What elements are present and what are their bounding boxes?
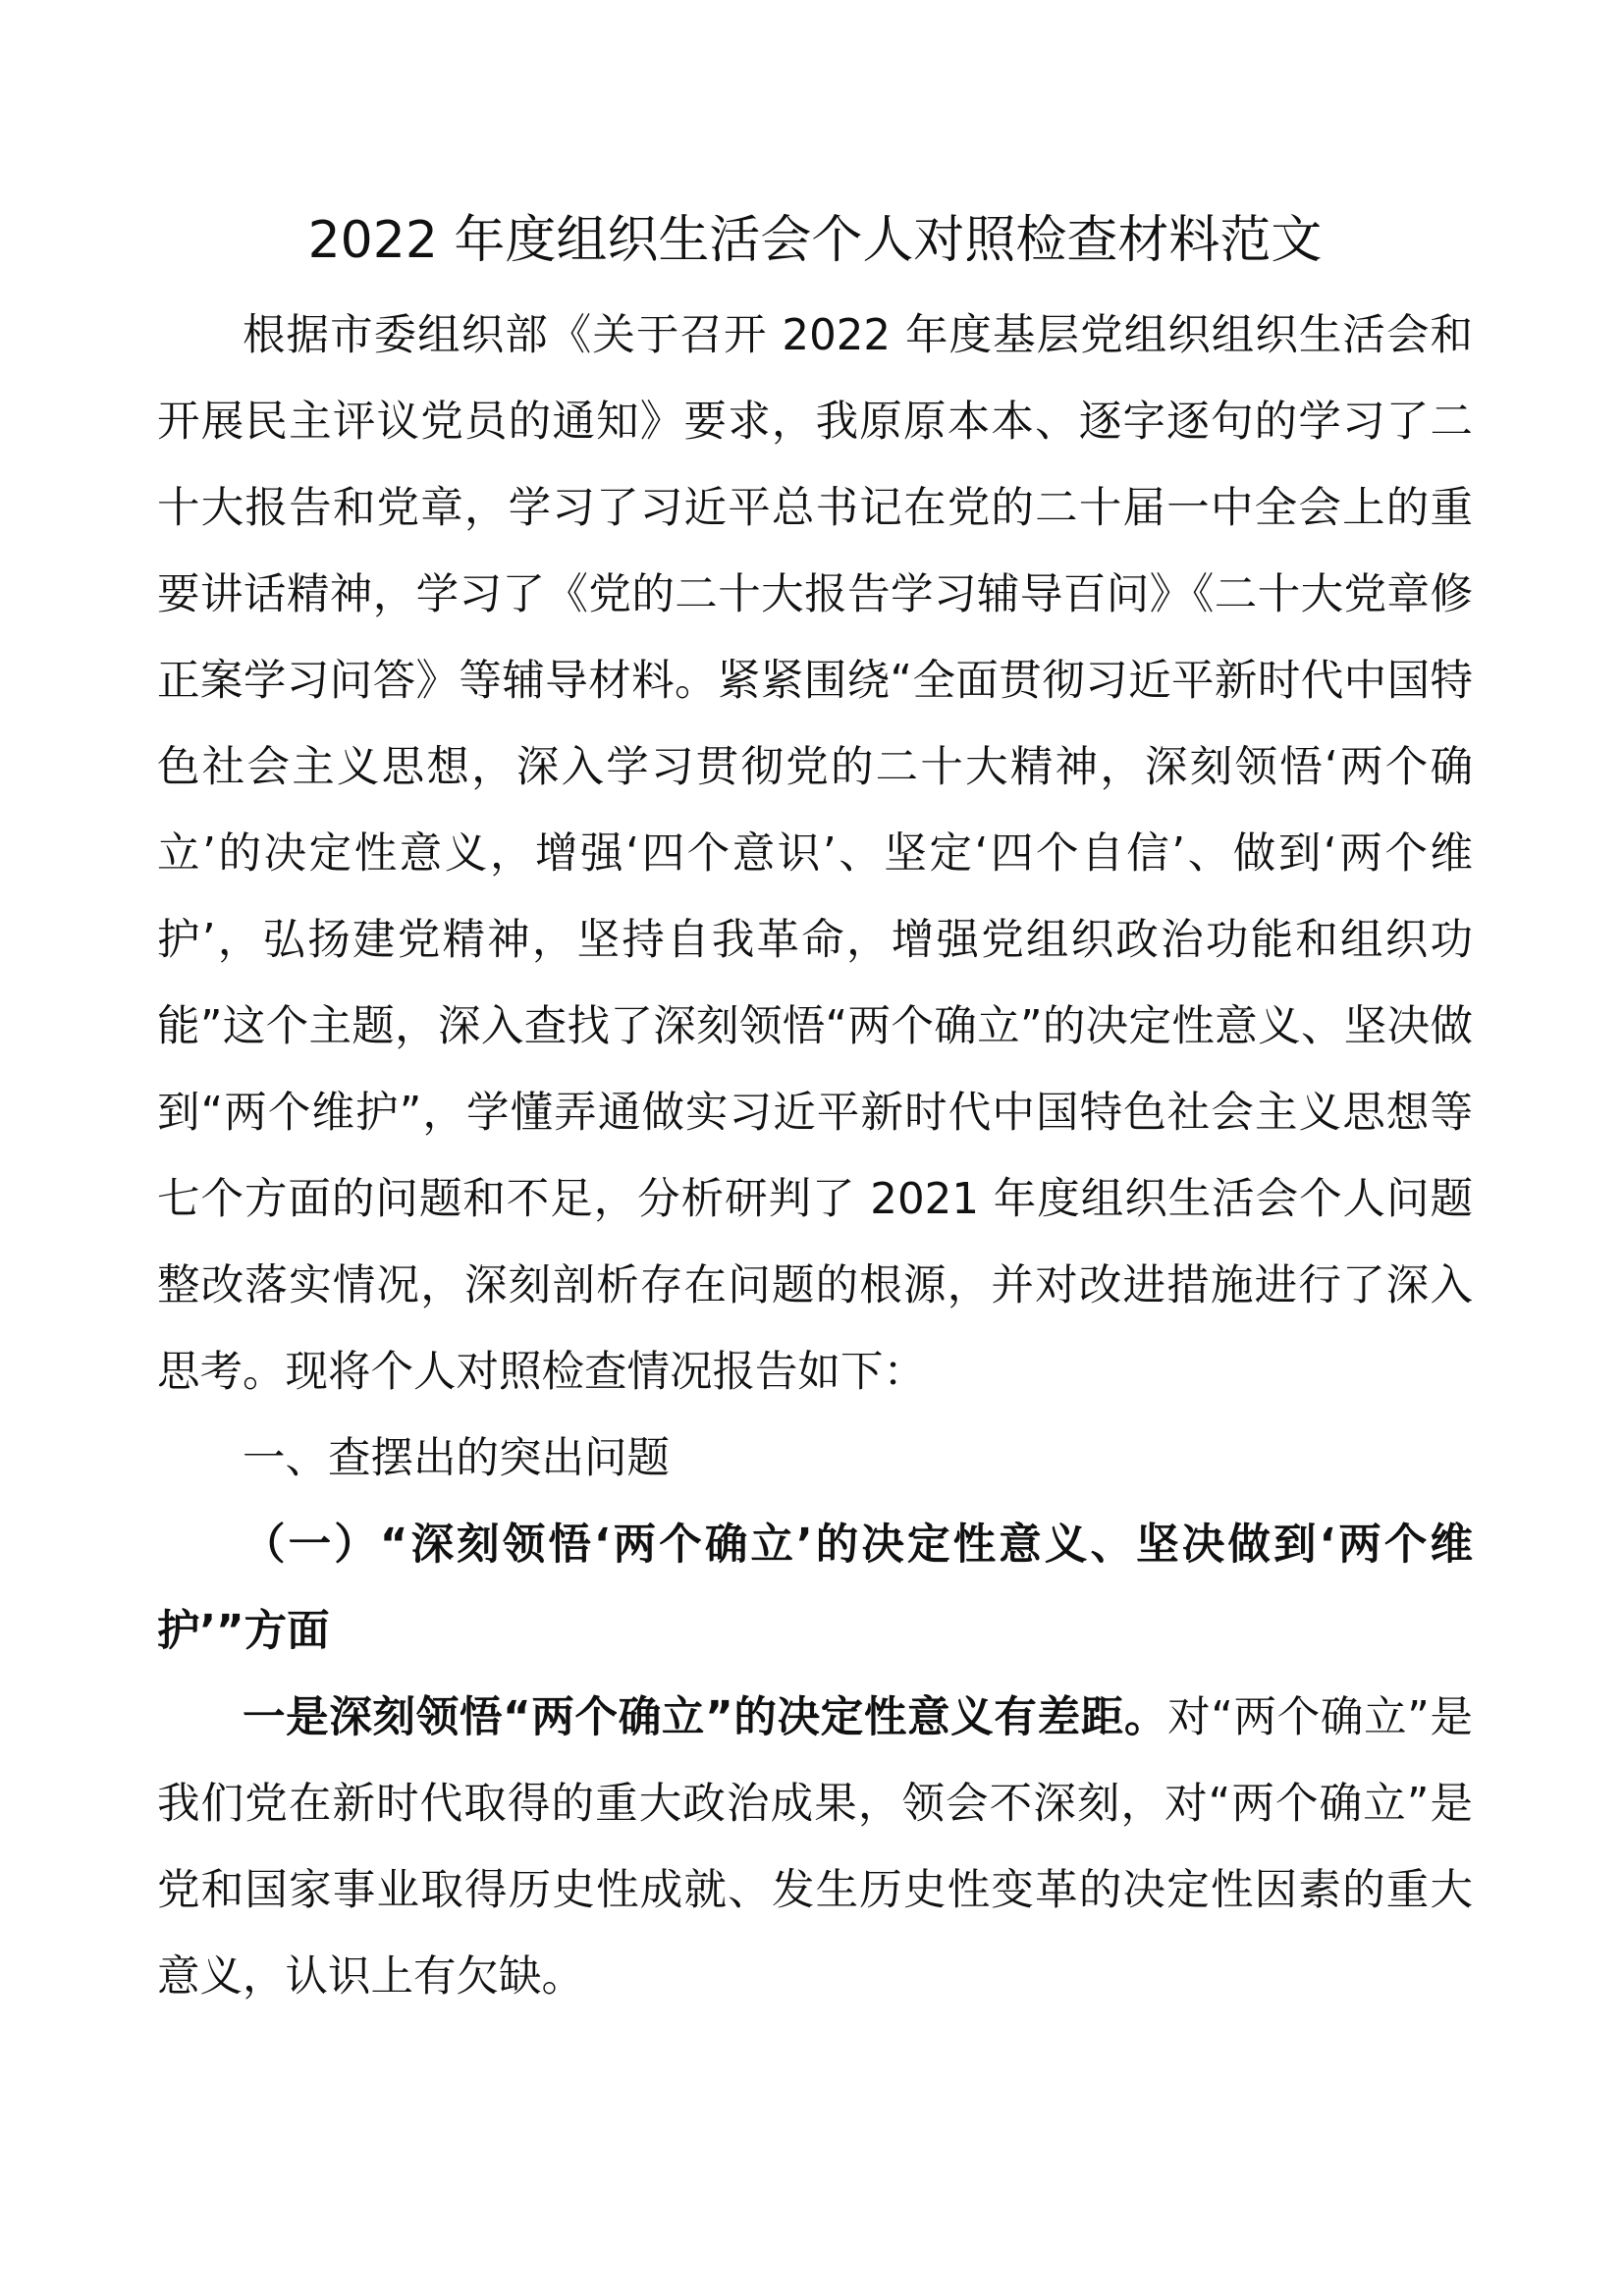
point-lead: 一是深刻领悟“两个确立”的决定性意义有差距。: [243, 1693, 1168, 1742]
subsection-heading: （一）“深刻领悟‘两个确立’的决定性意义、坚决做到‘两个维护’”方面: [157, 1521, 1473, 1656]
section-heading: 一、查摆出的突出问题: [243, 1434, 670, 1483]
document-body: [157, 196, 1473, 2020]
intro-paragraph: 根据市委组织部《关于召开 2022 年度基层党组织组织生活会和开展民主评议党员的通知》要求，我原原本本、逐字逐句的学习了二十大报告和党章，学习了习近平总书记在党的二十届一中全会上的重要讲话精神，学习了《党的二十大报告学习辅导百问》《二十大党章修正案学习问答》等辅导材料。紧紧围绕“全面贯彻习近平新时代中国特色社会主义思想，深入学习贯彻党的二十大精神，深刻领悟‘两个确立’的决定性意义，增强‘四个意识’、坚定‘四个自信’、做到‘两个维护’，弘扬建党精神，坚持自我革命，增强党组织政治功能和组织功能”这个主题，深入查找了深刻领悟“两个确立”的决定性意义、坚决做到“两个维护”，学懂弄通做实习近平新时代中国特色社会主义思想等七个方面的问题和不足，分析研判了 2021 年度组织生活会个人问题整改落实情况，深刻剖析存在问题的根源，并对改进措施进行了深入思考。现将个人对照检查情况报告如下：: [157, 311, 1473, 1397]
point-text: 对“两个确立”是我们党在新时代取得的重大政治成果，领会不深刻，对“两个确立”是党和国家事业取得历史性成就、发生历史性变革的决定性因素的重大意义，认识上有欠缺。: [157, 1693, 1473, 2002]
document-title: 2022 年度组织生活会个人对照检查材料范文: [307, 211, 1323, 270]
point-paragraph: [157, 1675, 1473, 2020]
